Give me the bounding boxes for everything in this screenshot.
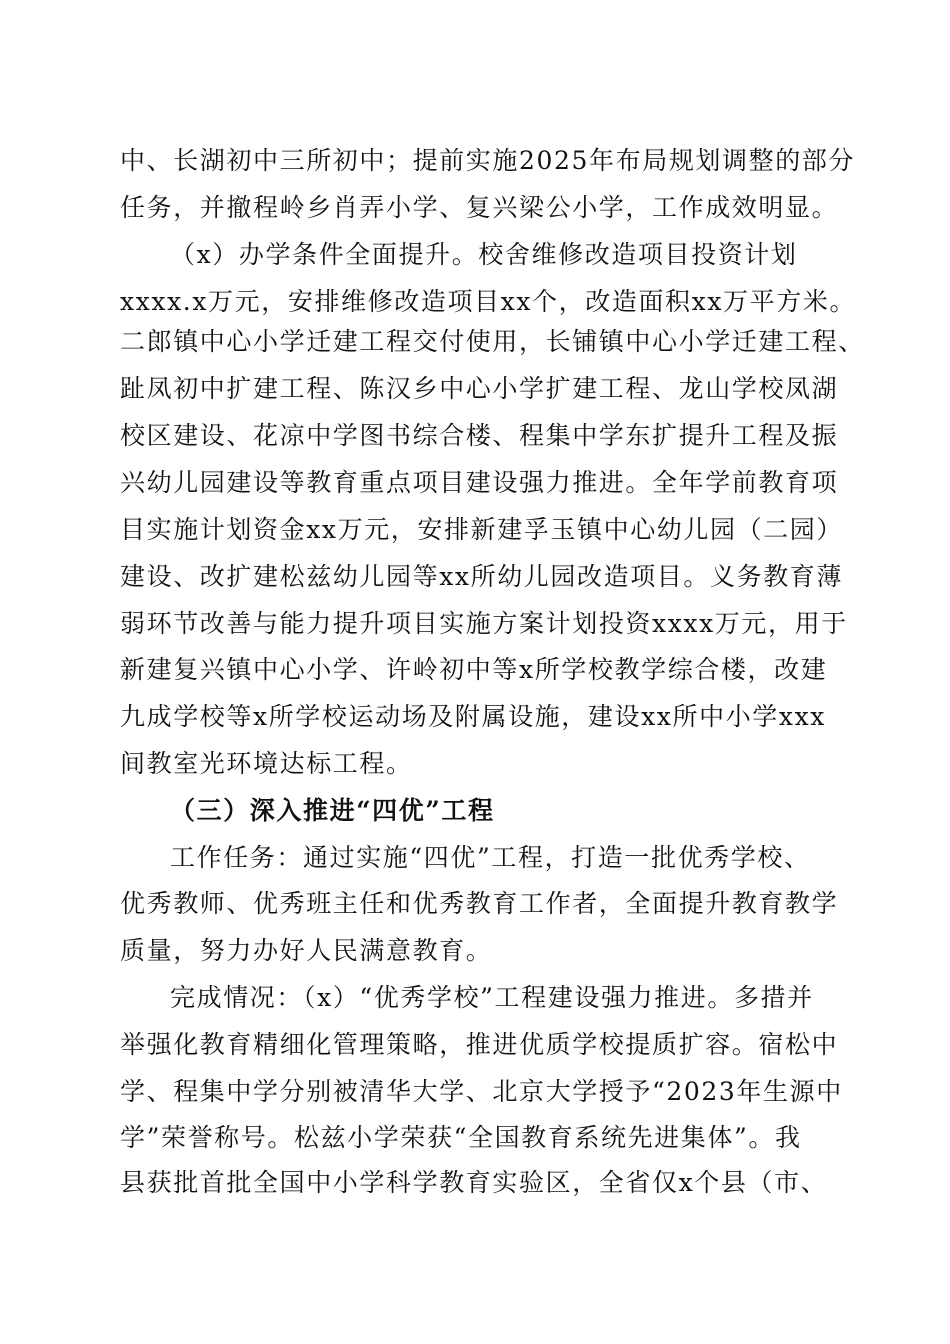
text-line: 校区建设、花凉中学图书综合楼、程集中学东扩提升工程及振 xyxy=(120,421,839,450)
text-line: 趾凤初中扩建工程、陈汉乡中心小学扩建工程、龙山学校凤湖 xyxy=(120,374,839,403)
text-line: 二郎镇中心小学迁建工程交付使用，长铺镇中心小学迁建工程、 xyxy=(120,327,865,356)
section-heading: （三）深入推进“四优”工程 xyxy=(170,796,495,825)
text-line: 工作任务：通过实施“四优”工程，打造一批优秀学校、 xyxy=(170,843,811,872)
text-line: 中、长湖初中三所初中；提前实施2025年布局规划调整的部分 xyxy=(120,146,856,175)
text-line: （x）办学条件全面提升。校舍维修改造项目投资计划 xyxy=(170,240,798,269)
text-line: 任务，并撤程岭乡肖弄小学、复兴梁公小学，工作成效明显。 xyxy=(120,193,839,222)
text-line: 九成学校等x所学校运动场及附属设施，建设xx所中小学xxx xyxy=(120,702,826,731)
text-line: 弱环节改善与能力提升项目实施方案计划投资xxxx万元，用于 xyxy=(120,609,848,638)
text-line: 县获批首批全国中小学科学教育实验区，全省仅x个县（市、 xyxy=(120,1168,828,1197)
text-line: 完成情况：（x）“优秀学校”工程建设强力推进。多措并 xyxy=(170,983,814,1012)
text-line: 间教室光环境达标工程。 xyxy=(120,749,413,778)
text-line: 建设、改扩建松兹幼儿园等xx所幼儿园改造项目。义务教育薄 xyxy=(120,562,844,591)
text-line: 优秀教师、优秀班主任和优秀教育工作者，全面提升教育教学 xyxy=(120,889,839,918)
text-line: 兴幼儿园建设等教育重点项目建设强力推进。全年学前教育项 xyxy=(120,468,839,497)
text-line: 学、程集中学分别被清华大学、北京大学授予“2023年生源中 xyxy=(120,1077,843,1106)
text-line: 质量，努力办好人民满意教育。 xyxy=(120,936,493,965)
text-line: 学”荣誉称号。松兹小学荣获“全国教育系统先进集体”。我 xyxy=(120,1123,802,1152)
text-line: 举强化教育精细化管理策略，推进优质学校提质扩容。宿松中 xyxy=(120,1030,839,1059)
text-line: 新建复兴镇中心小学、许岭初中等x所学校教学综合楼，改建 xyxy=(120,655,828,684)
text-line: 目实施计划资金xx万元，安排新建孚玉镇中心幼儿园（二园） xyxy=(120,515,844,544)
text-line: xxxx.x万元，安排维修改造项目xx个，改造面积xx万平方米。 xyxy=(120,287,857,316)
